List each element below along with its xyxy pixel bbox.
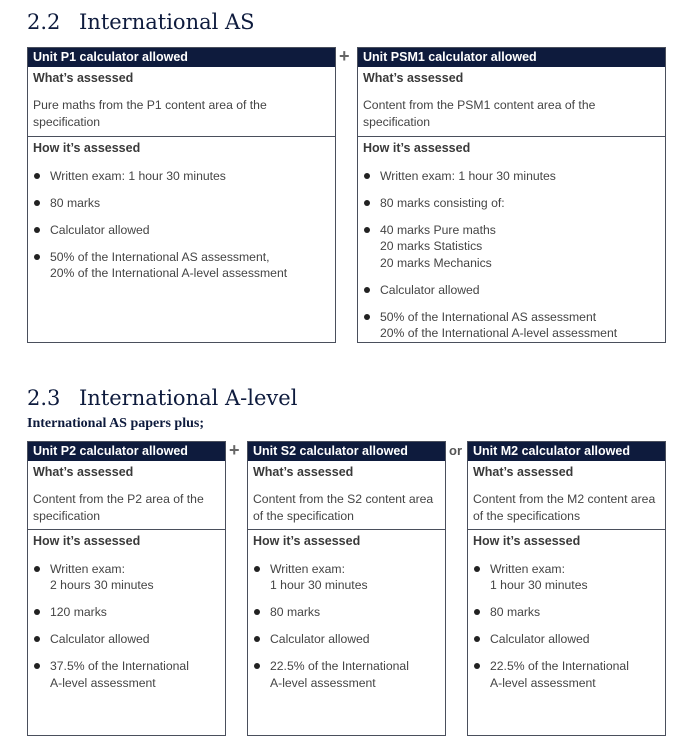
bullet-item: 22.5% of the International A-level assessment	[248, 658, 440, 691]
how-assessed-label: How it’s assessed	[33, 141, 141, 155]
whats-assessed-label: What’s assessed	[33, 71, 134, 85]
bullet-item: 80 marks	[28, 195, 330, 212]
whats-assessed-text: Content from the M2 content area of the specifications	[473, 492, 656, 523]
unit-title: Unit PSM1 calculator allowed	[358, 48, 665, 67]
unit-card-m2	[467, 441, 666, 736]
unit-title: Unit P2 calculator allowed	[28, 442, 225, 461]
how-assessed-section	[28, 530, 225, 691]
bullet-item: 40 marks Pure maths 20 marks Statistics 20 marks Mechanics	[358, 222, 660, 272]
bullet-item: 50% of the International AS assessment, 20% of the International A-level assessment	[28, 249, 330, 282]
bullet-item: Calculator allowed	[28, 222, 330, 239]
bullet-item: 50% of the International AS assessment 20% of the International A-level assessment	[358, 309, 660, 342]
bullet-item: 37.5% of the International A-level assessment	[28, 658, 220, 691]
section-number: 2.2	[27, 10, 61, 34]
how-assessed-label: How it’s assessed	[473, 534, 581, 548]
assessment-bullets	[468, 561, 665, 692]
unit-card-p2	[27, 441, 226, 736]
whats-assessed-label: What’s assessed	[363, 71, 464, 85]
unit-title: Unit S2 calculator allowed	[248, 442, 445, 461]
unit-title: Unit P1 calculator allowed	[28, 48, 335, 67]
bullet-item: 22.5% of the International A-level assessment	[468, 658, 660, 691]
bullet-item: 80 marks	[248, 604, 440, 621]
bullet-item: Written exam: 2 hours 30 minutes	[28, 561, 220, 594]
how-assessed-section	[358, 137, 665, 342]
unit-title: Unit M2 calculator allowed	[468, 442, 665, 461]
bullet-item: Written exam: 1 hour 30 minutes	[358, 168, 660, 185]
unit-card-s2	[247, 441, 446, 736]
whats-assessed-text: Content from the S2 content area of the specification	[253, 492, 434, 523]
how-assessed-label: How it’s assessed	[33, 534, 141, 548]
bullet-item: Calculator allowed	[28, 631, 220, 648]
section-title: International A-level	[79, 386, 298, 410]
bullet-item: 80 marks	[468, 604, 660, 621]
whats-assessed-label: What’s assessed	[33, 465, 134, 479]
bullet-item: Calculator allowed	[358, 282, 660, 299]
assessment-bullets	[28, 561, 225, 692]
how-assessed-section	[248, 530, 445, 691]
whats-assessed-text: Pure maths from the P1 content area of the specification	[33, 98, 267, 129]
assessment-bullets	[358, 168, 665, 342]
whats-assessed-text: Content from the PSM1 content area of the specification	[363, 98, 596, 129]
how-assessed-label: How it’s assessed	[363, 141, 471, 155]
assessment-bullets	[248, 561, 445, 692]
section-number: 2.3	[27, 386, 61, 410]
plus-connector: +	[339, 46, 350, 66]
unit-card-p1	[27, 47, 336, 343]
bullet-item: Written exam: 1 hour 30 minutes	[468, 561, 660, 594]
or-connector: or	[449, 443, 462, 458]
whats-assessed-label: What’s assessed	[253, 465, 354, 479]
bullet-item: Calculator allowed	[468, 631, 660, 648]
bullet-item: 120 marks	[28, 604, 220, 621]
assessment-bullets	[28, 168, 335, 282]
section-subtitle: International AS papers plus;	[27, 416, 204, 431]
unit-card-psm1	[357, 47, 666, 343]
bullet-item: Written exam: 1 hour 30 minutes	[248, 561, 440, 594]
how-assessed-section	[468, 530, 665, 691]
whats-assessed-label: What’s assessed	[473, 465, 574, 479]
section-heading-international-a-level	[27, 386, 297, 410]
bullet-item: Written exam: 1 hour 30 minutes	[28, 168, 330, 185]
section-heading-international-as	[27, 10, 255, 34]
bullet-item: Calculator allowed	[248, 631, 440, 648]
how-assessed-label: How it’s assessed	[253, 534, 361, 548]
plus-connector: +	[229, 440, 240, 460]
bullet-item: 80 marks consisting of:	[358, 195, 660, 212]
whats-assessed-text: Content from the P2 area of the specification	[33, 492, 204, 523]
how-assessed-section	[28, 137, 335, 282]
section-title: International AS	[79, 10, 255, 34]
